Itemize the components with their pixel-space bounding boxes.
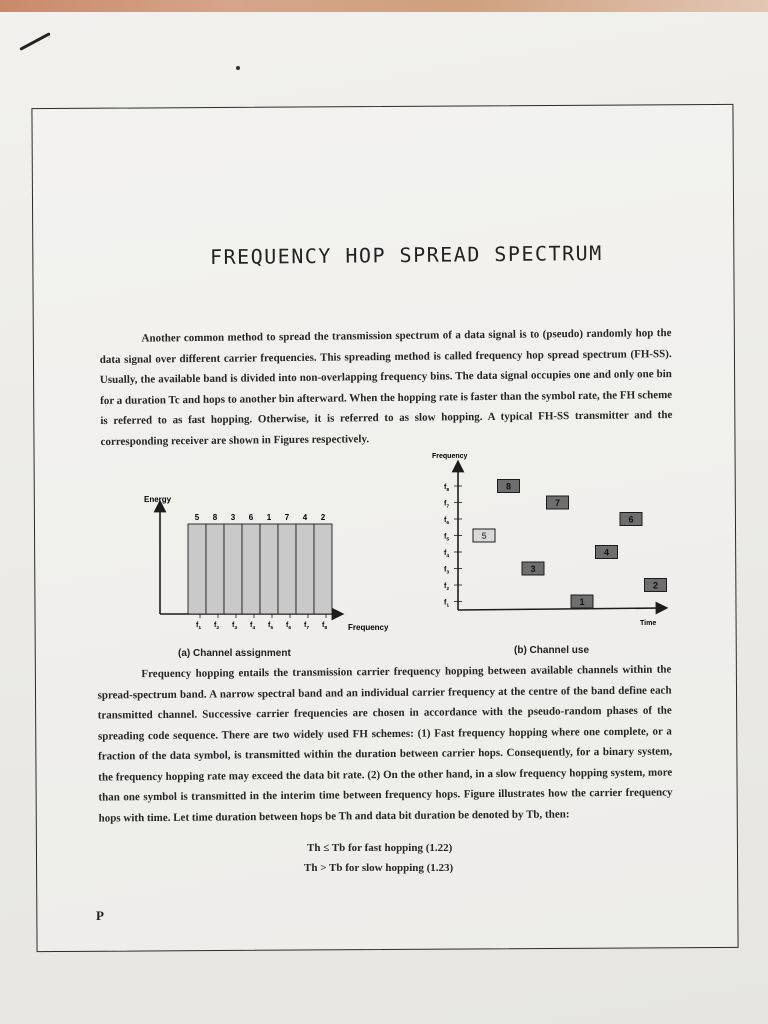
channel-bar bbox=[206, 524, 224, 614]
hop-boxes bbox=[473, 480, 667, 609]
hop-box-label: 1 bbox=[579, 597, 585, 607]
channel-bar bbox=[314, 524, 332, 614]
frequency-tick-label: $f_4$ bbox=[250, 622, 256, 631]
channel-number: 4 bbox=[302, 513, 308, 522]
figure-a-caption: (a) Channel assignment bbox=[178, 648, 291, 659]
formula-fast-hopping: Th ≤ Tb for fast hopping (1.22) bbox=[307, 842, 453, 854]
frequency-level-label: $f_8$ bbox=[444, 484, 450, 493]
frequency-tick-label: $f_6$ bbox=[286, 622, 292, 631]
ink-dot bbox=[236, 66, 240, 70]
frequency-level-label: $f_2$ bbox=[444, 583, 450, 592]
channel-bar bbox=[260, 524, 278, 614]
channel-use-figure bbox=[426, 448, 670, 633]
formula-slow-hopping: Th > Tb for slow hopping (1.23) bbox=[304, 862, 454, 874]
channel-number: 5 bbox=[194, 513, 200, 522]
hop-box-label: 2 bbox=[652, 580, 659, 591]
page-title: FREQUENCY HOP SPREAD SPECTRUM bbox=[209, 240, 603, 270]
intro-paragraph: Another common method to spread the transmission spectrum of a data signal is to (pseudo) randomly hop the data signal over different carrier frequencies. This spreading method is called frequency hop spread spectrum (FH-SS). Usually, the available band is divided into non-overlapping frequency bins. The data signal occupies one and only one bin for a duration Tc and hops to another bin afterward. When the hopping rate is faster than the symbol rate, the FH scheme is referred to as fast hopping. Otherwise, it is referred to as slow hopping. A typical FH-SS transmitter and the corresponding receiver are shown in Figures respectively. bbox=[99, 327, 673, 448]
frequency-y-axis-label: Frequency bbox=[432, 453, 468, 460]
time-axis bbox=[458, 608, 662, 610]
channel-number: 6 bbox=[248, 513, 254, 522]
frequency-level-label: $f_7$ bbox=[444, 500, 450, 510]
hop-box-label: 4 bbox=[603, 547, 610, 558]
page-letter: P bbox=[96, 908, 104, 923]
frequency-level-label: $f_1$ bbox=[444, 599, 450, 609]
frequency-tick-label: $f_2$ bbox=[214, 622, 220, 631]
hop-box-label: 3 bbox=[530, 564, 536, 574]
hop-box-label: 7 bbox=[554, 498, 561, 508]
frequency-tick-label: $f_8$ bbox=[322, 622, 328, 631]
channel-bar bbox=[278, 524, 296, 614]
frequency-level-label: $f_5$ bbox=[444, 533, 450, 543]
channel-number: 7 bbox=[284, 513, 290, 522]
figure-b-caption: (b) Channel use bbox=[514, 645, 590, 656]
channel-bar bbox=[242, 524, 260, 614]
frequency-level-label: $f_3$ bbox=[444, 566, 450, 576]
frequency-level-label: $f_6$ bbox=[444, 517, 450, 526]
channel-number: 3 bbox=[230, 513, 236, 522]
hop-box-label: 5 bbox=[481, 531, 487, 541]
channel-bar bbox=[296, 524, 314, 614]
background-strip bbox=[0, 0, 768, 12]
time-axis-label: Time bbox=[640, 620, 657, 627]
channel-assignment-figure bbox=[138, 490, 408, 640]
frequency-tick-label: $f_3$ bbox=[232, 622, 238, 631]
channel-number: 2 bbox=[320, 513, 326, 522]
hop-box-label: 8 bbox=[505, 481, 512, 492]
frequency-axis-label: Frequency bbox=[348, 623, 389, 632]
energy-axis-label: Energy bbox=[144, 495, 172, 504]
channel-number: 1 bbox=[266, 513, 272, 522]
frequency-ticks bbox=[444, 484, 462, 609]
frequency-tick-label: $f_7$ bbox=[304, 622, 310, 631]
frequency-tick-label: $f_1$ bbox=[196, 622, 202, 631]
channel-number: 8 bbox=[212, 513, 218, 522]
hop-box-label: 6 bbox=[628, 514, 634, 525]
channel-bars bbox=[188, 513, 332, 631]
frequency-tick-label: $f_5$ bbox=[268, 622, 274, 631]
channel-bar bbox=[188, 524, 206, 614]
channel-bar bbox=[224, 524, 242, 614]
body-paragraph: Frequency hopping entails the transmission carrier frequency hopping between available channels within the spread-spectrum band. A narrow spectral band and an individual carrier frequency at the centre of the band define each transmitted channel. Successive carrier frequencies are chosen in accordance with the pseudo-random phases of the spreading code sequence. There are two widely used FH schemes: (1) Fast frequency hopping where one complete, or a fraction of the data symbol, is transmitted within the duration between carrier hops. Consequently, for a binary system, the frequency hopping rate may exceed the data bit rate. (2) On the other hand, in a slow frequency hopping system, more than one symbol is transmitted in the interim time between frequency hops. Figure illustrates how the carrier frequency hops with time. Let time duration between hops be Th and data bit duration be denoted by Tb, then: bbox=[97, 663, 673, 825]
frequency-level-label: $f_4$ bbox=[444, 550, 450, 559]
